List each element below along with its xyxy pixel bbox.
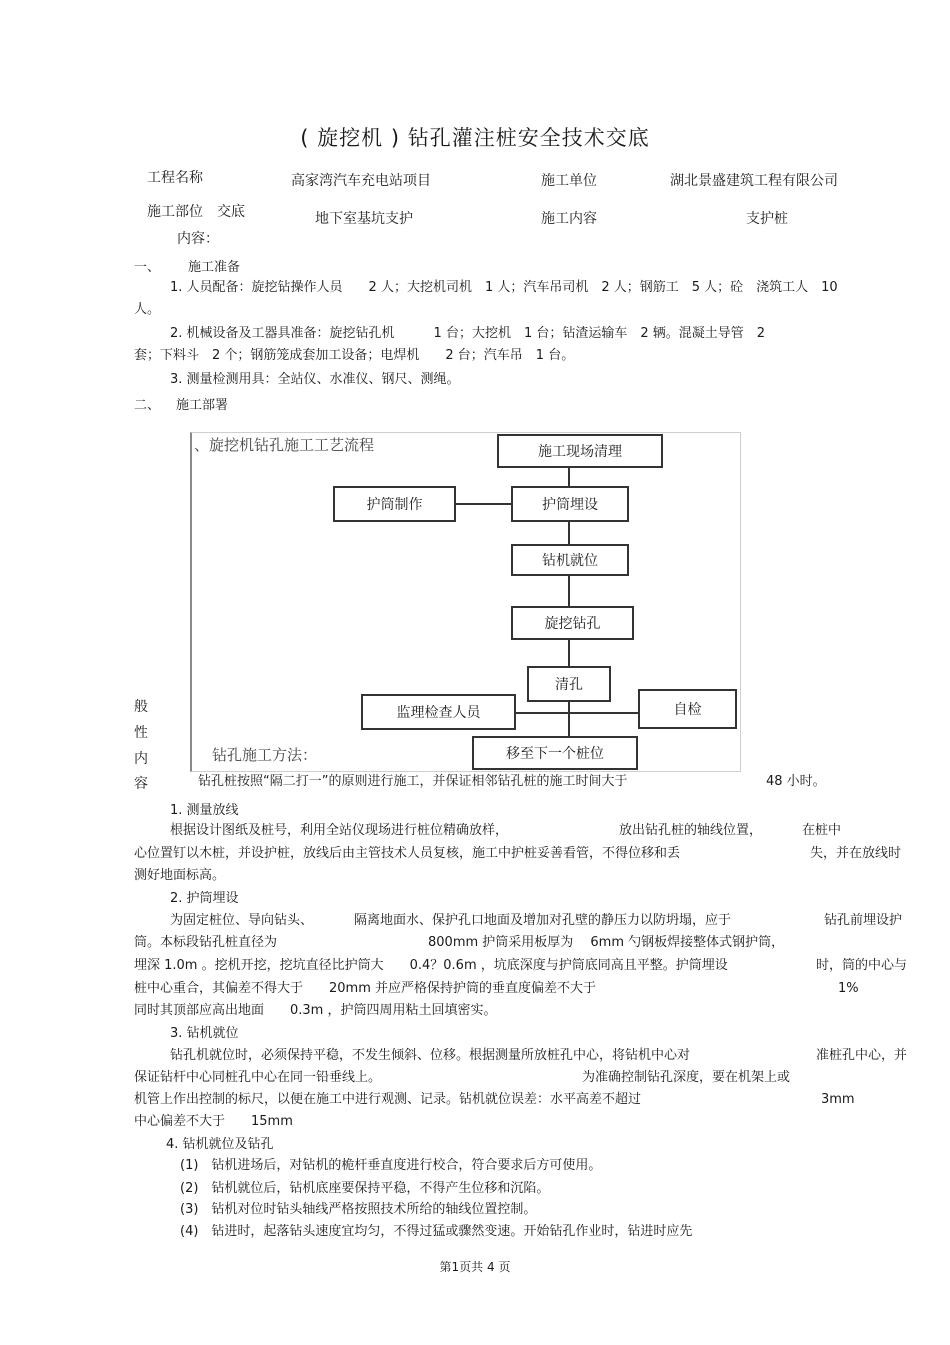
step-3-text: 机管上作出控制的标尺，以便在施工中进行观测、记录。钻机就位误差：水平高差不超过: [134, 1092, 642, 1107]
construction-content-value: 支护桩: [746, 211, 788, 227]
section-1-title: 施工准备: [188, 260, 241, 275]
step-2-text: 1%: [838, 981, 859, 996]
side-label-char: 般: [134, 699, 148, 715]
project-name-label: 工程名称: [147, 170, 203, 186]
step-rig-positioning: 钻机就位: [511, 544, 629, 576]
personnel-line-2: 人。: [134, 302, 161, 317]
section-1-number: 一、: [134, 260, 161, 275]
step-3-text: 准桩孔中心，并: [816, 1048, 908, 1063]
step-3-text: 为准确控制钻孔深度，要在机架上或: [582, 1070, 791, 1085]
drilling-process-flowchart: [190, 432, 740, 772]
step-rotary-drilling: 旋挖钻孔: [511, 606, 634, 640]
intro-text-tail: 48 小时。: [766, 774, 826, 789]
step-1-text: 放出钻孔桩的轴线位置，: [619, 823, 763, 838]
step-2-text: 隔离地面水、保护孔口地面及增加对孔壁的静压力以防坍塌，应于: [354, 913, 732, 928]
step-1-text: 在桩中: [802, 823, 842, 838]
step-1-text: 失，并在放线时: [810, 846, 902, 861]
step-2-heading: 2. 护筒埋设: [170, 891, 239, 906]
step-3-text: 保证钻杆中心同桩孔中心在同一铅垂线上。: [134, 1070, 382, 1085]
step-3-text: 钻孔机就位时，必须保持平稳，不发生倾斜、位移。根据测量所放桩孔中心，将钻机中心对: [170, 1048, 691, 1063]
step-casing-fabrication: 护筒制作: [333, 486, 456, 522]
section-2-number: 二、: [134, 398, 161, 413]
step-site-clearing: 施工现场清理: [497, 434, 663, 468]
connector-line: [568, 574, 570, 606]
step-4-heading: 4. 钻机就位及钻孔: [166, 1137, 274, 1152]
flowchart-caption: 、旋挖机钻孔施工工艺流程: [194, 436, 375, 454]
connector-line: [568, 520, 570, 544]
page-footer: 第1页共 4 页: [439, 1260, 511, 1274]
step-1-heading: 1. 测量放线: [170, 803, 239, 818]
step-1-text: 心位置钉以木桩，并设护桩，放线后由主管技术人员复核，施工中护桩妥善看管，不得位移和丢: [134, 846, 681, 861]
step-4-item: (2) 钻机就位后，钻机底座要保持平稳，不得产生位移和沉陷。: [180, 1181, 550, 1196]
side-label-char: 内: [134, 751, 148, 767]
construction-unit-value: 湖北景盛建筑工程有限公司: [670, 173, 838, 189]
connector-line: [568, 638, 570, 666]
step-3-text: 中心偏差不大于 15mm: [134, 1114, 293, 1129]
step-1-text: 根据设计图纸及桩号，利用全站仪现场进行桩位精确放样，: [170, 823, 509, 838]
construction-part-value: 地下室基坑支护: [315, 211, 413, 227]
side-label-char: 性: [134, 725, 148, 741]
step-4-item: (3) 钻机对位时钻头轴线严格按照技术所给的轴线位置控制。: [180, 1202, 537, 1217]
side-label-char: 容: [134, 776, 148, 792]
step-2-text: 桩中心重合，其偏差不得大于 20mm 并应严格保持护筒的垂直度偏差不大于: [134, 981, 597, 996]
equipment-line-2: 套；下料斗 2 个；钢筋笼成套加工设备；电焊机 2 台；汽车吊 1 台。: [134, 348, 575, 363]
step-2-text: 埋深 1.0m 。挖机开挖，挖坑直径比护筒大 0.4？0.6m ，坑底深度与护筒底同高且平整。护筒埋设: [134, 958, 728, 973]
construction-unit-label: 施工单位: [541, 173, 597, 189]
personnel-line-1: 1. 人员配备：旋挖钻操作人员 2 人；大挖机司机 1 人；汽车吊司机 2 人；钢筋工 5 人；砼 浇筑工人 10: [170, 280, 838, 295]
equipment-line-1: 2. 机械设备及工器具准备：旋挖钻孔机 1 台；大挖机 1 台；钻渣运输车 2 辆。混凝土导管 2: [170, 326, 766, 341]
connector-line: [568, 712, 570, 736]
step-2-text: 为固定桩位、导向钻头、: [170, 913, 314, 928]
step-2-text: 800mm 护筒采用板厚为 6mm 勺钢板焊接整体式钢护筒，: [428, 935, 785, 950]
step-2-text: 筒。本标段钻孔桩直径为: [134, 935, 278, 950]
step-1-text: 测好地面标高。: [134, 868, 226, 883]
section-2-title: 施工部署: [176, 398, 229, 413]
step-3-text: 3mm: [821, 1092, 855, 1107]
step-casing-embedding: 护筒埋设: [511, 486, 629, 522]
measuring-tools-line: 3. 测量检测用具：全站仪、水准仪、钢尺、测绳。: [170, 372, 460, 387]
step-3-heading: 3. 钻机就位: [170, 1026, 239, 1041]
document-title: ( 旋挖机 ) 钻孔灌注桩安全技术交底: [300, 126, 650, 150]
briefing-content-label: 内容：: [177, 231, 219, 247]
project-name-value: 高家湾汽车充电站项目: [291, 173, 431, 189]
step-move-to-next-pile: 移至下一个桩位: [472, 736, 638, 770]
step-self-inspection: 自检: [638, 689, 737, 729]
connector-line: [516, 712, 638, 714]
step-supervisor-inspection: 监理检查人员: [361, 694, 516, 730]
intro-text: 钻孔桩按照“隔二打一”的原则进行施工，并保证相邻钻孔桩的施工时间大于: [198, 774, 628, 789]
construction-content-label: 施工内容: [541, 211, 597, 227]
step-4-item: (1) 钻机进场后，对钻机的桅杆垂直度进行校合，符合要求后方可使用。: [180, 1158, 602, 1173]
construction-part-label: 施工部位 交底: [147, 204, 245, 220]
step-2-text: 钻孔前埋设护: [824, 913, 903, 928]
step-2-text: 同时其顶部应高出地面 0.3m ，护筒四周用粘土回填密实。: [134, 1003, 497, 1018]
step-hole-cleaning: 清孔: [527, 666, 611, 702]
step-4-item: (4) 钻进时，起落钻头速度宜均匀，不得过猛或骤然变速。开始钻孔作业时，钻进时应先: [180, 1224, 693, 1239]
step-2-text: 时，筒的中心与: [816, 958, 908, 973]
connector-line: [456, 503, 511, 505]
drilling-method-heading: 钻孔施工方法：: [212, 746, 318, 764]
connector-line: [568, 468, 570, 488]
